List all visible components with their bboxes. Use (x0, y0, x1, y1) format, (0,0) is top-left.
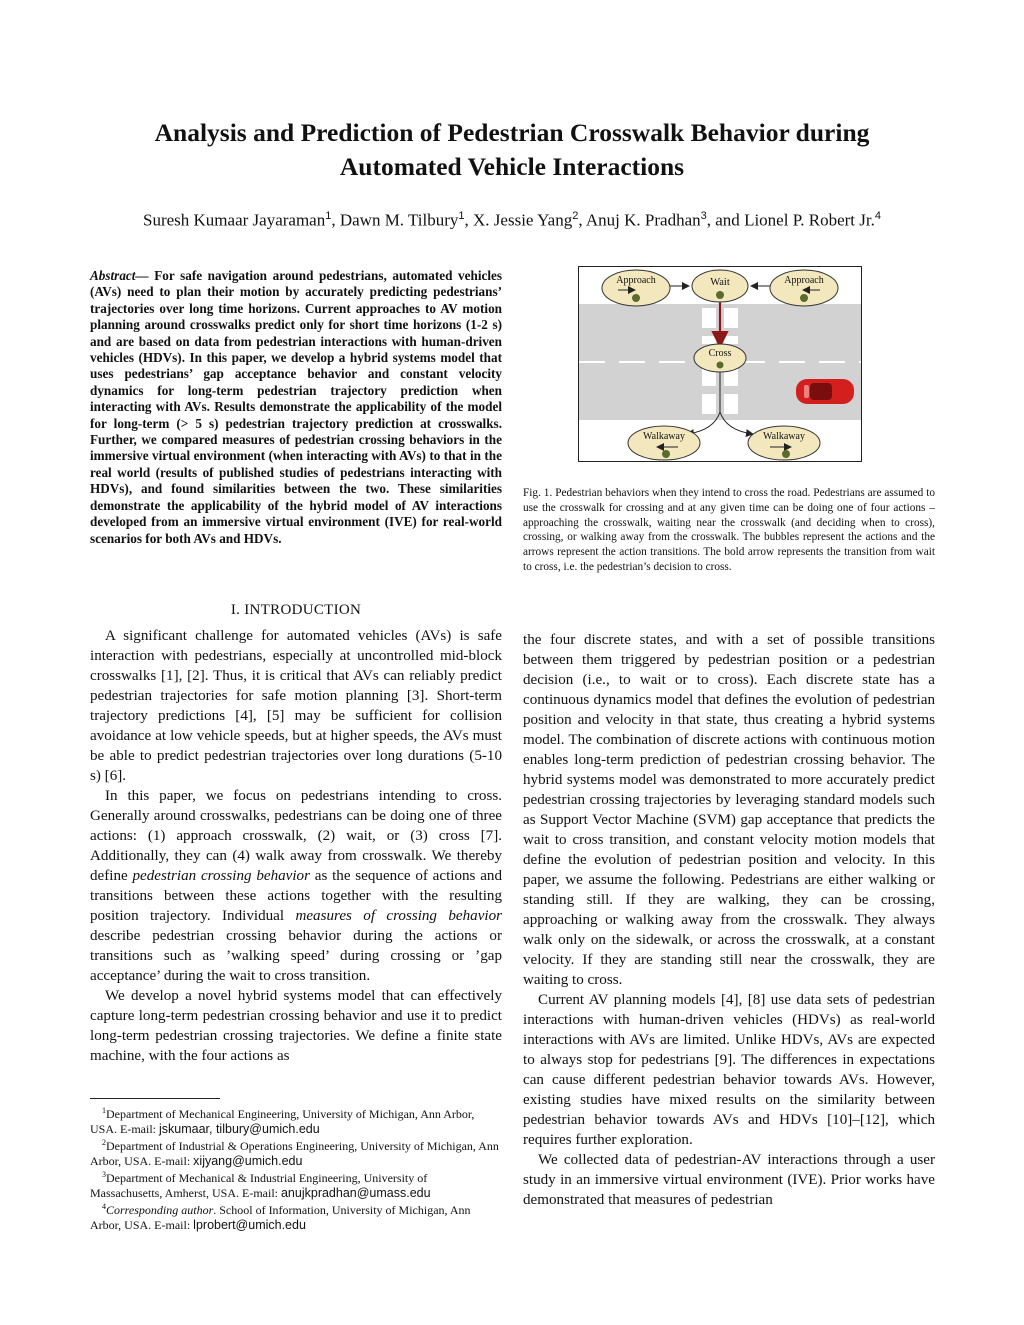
pedestrian-icon (717, 362, 724, 369)
footnote (90, 1136, 502, 1168)
footnote-marker: 3 (102, 1170, 106, 1179)
pedestrian-icon (662, 450, 670, 458)
author-name: Anuj K. Pradhan (585, 210, 701, 230)
column-right (523, 630, 935, 1210)
state-label-cross: Cross (708, 348, 732, 359)
footnote-email: lprobert@umich.edu (193, 1217, 306, 1232)
author-affiliation-marker: 1 (325, 210, 332, 222)
pedestrian-icon (632, 294, 640, 302)
footnote (90, 1200, 502, 1232)
footnote-marker: 2 (102, 1138, 106, 1147)
paper-title: Analysis and Prediction of Pedestrian Crosswalk Behavior during Automated Vehicle Interactions (154, 118, 870, 181)
bubble-approach-right (770, 270, 838, 306)
footnote (90, 1104, 502, 1136)
term-measures-of-crossing-behavior: measures of crossing behavior (295, 908, 503, 924)
state-label-approach-right: Approach (784, 275, 824, 286)
pedestrian-icon (800, 294, 808, 302)
intro-p2-text-c: describe pedestrian crossing behavior during the actions or transitions such as ’walking speed’ during crossing or ’gap acceptance’ during the wait to cross transition. (90, 928, 502, 984)
intro-paragraph-1: A significant challenge for automated vehicles (AVs) is safe interaction with pedestrians, especially at uncontrolled mid-block crosswalks [1], [2]. Thus, it is critical that AVs can reliably predict pedestrian trajectories for safe motion planning [3]. Short-term trajectory predictions [4], [5] may be sufficient for collision avoidance at low vehicle speeds, but at higher speeds, the AVs must be able to predict pedestrian trajectories over long durations (5-10 s) [6]. (90, 628, 502, 784)
footnote-text: Department of Mechanical & Industrial Engineering, University of Massachusetts, Amherst, USA. E-mail: (90, 1171, 428, 1200)
state-label-walkaway-right: Walkaway (763, 431, 805, 442)
footnote-text: Department of Industrial & Operations Engineering, University of Michigan, Ann Arbor, USA. E-mail: (90, 1139, 499, 1168)
abstract-label: Abstract— (90, 268, 149, 283)
figure-pedestrian-behaviors (578, 266, 862, 462)
footnote-text: . School of Information, University of Michigan, Ann Arbor, USA. E-mail: (90, 1203, 471, 1232)
state-label-wait: Wait (710, 277, 730, 288)
term-pedestrian-crossing-behavior: pedestrian crossing behavior (132, 868, 310, 884)
state-label-walkaway-left: Walkaway (643, 431, 685, 442)
footnote-rule (90, 1098, 220, 1099)
footnote-email: xijyang@umich.edu (193, 1153, 303, 1168)
state-label-approach-left: Approach (616, 275, 656, 286)
figure-caption: Fig. 1. Pedestrian behaviors when they intend to cross the road. Pedestrians are assumed to use the crosswalk for crossing and at any given time can be doing one of four actions – approaching the crosswalk, waiting near the crosswalk (and deciding when to cross), crossing, or walking away from the crosswalk. The bubbles represent the actions and the arrows represent the action transitions. The bold arrow represents the transition from wait to cross, i.e. the pedestrian’s decision to cross. (523, 487, 935, 573)
pedestrian-icon (716, 291, 724, 299)
bubble-walkaway-right (748, 426, 820, 460)
footnotes (90, 1104, 502, 1232)
section-number: I. (230, 602, 241, 618)
bubble-walkaway-left (628, 426, 700, 460)
intro-paragraph-4: Current AV planning models [4], [8] use data sets of pedestrian interactions with human-driven vehicles (HDVs) as real-world interactions with AVs are limited. Unlike HDVs, AVs are expected to always stop for pedestrians [9]. The differences in expectations can cause different pedestrian behavior towards AVs. However, existing studies have mixed results on the similarity between pedestrian behavior towards AVs and HDVs [10]–[12], which requires further exploration. (523, 992, 935, 1148)
footnote-marker: 1 (102, 1106, 106, 1115)
intro-p2-text-a: In this paper, we focus on pedestrians intending to cross. Generally around crosswalks, pedestrians can be doing one of three actions: (1) approach crosswalk, (2) wait, or (3) cross [7]. Additionally, they can (4) walk away from crosswalk. We thereby define (90, 788, 502, 884)
author-affiliation-marker: 1 (458, 210, 465, 222)
footnote-email: anujkpradhan@umass.edu (280, 1185, 431, 1200)
footnote-italic: Corresponding author (106, 1203, 214, 1217)
author-name: Suresh Kumaar Jayaraman (143, 210, 326, 230)
bubble-approach-left (602, 270, 670, 306)
footnote (90, 1168, 502, 1200)
author-affiliation-marker: 2 (572, 210, 579, 222)
pedestrian-icon (782, 450, 790, 458)
footnote-marker: 4 (102, 1202, 106, 1211)
section-title: INTRODUCTION (244, 602, 362, 618)
intro-p2-text-b: as the sequence of actions and transitions between these actions together with the resulting position trajectory. Individual (90, 868, 502, 924)
column-left (90, 626, 502, 1066)
intro-paragraph-2 (90, 786, 502, 986)
author-affiliation-marker: 3 (700, 210, 707, 222)
car-icon (796, 379, 854, 404)
abstract (90, 268, 502, 547)
footnote-text: Department of Mechanical Engineering, University of Michigan, Ann Arbor, USA. E-mail: (90, 1107, 475, 1136)
bubble-cross (694, 344, 746, 372)
author-name: Dawn M. Tilbury (339, 210, 459, 230)
intro-paragraph-5: We collected data of pedestrian-AV interactions through a user study in an immersive virtual environment (IVE). Prior works have demonstrated that measures of pedestrian (523, 1152, 935, 1208)
intro-paragraph-3: We develop a novel hybrid systems model that can effectively capture long-term pedestrian crossing behavior and use it to predict long-term pedestrian crossing trajectories. We define a finite state machine, with the four actions as (90, 988, 502, 1064)
author-name: Lionel P. Robert Jr. (744, 210, 875, 230)
author-affiliation-marker: 4 (874, 210, 881, 222)
footnote-email: jskumaar, tilbury@umich.edu (159, 1121, 320, 1136)
section-heading-introduction (90, 602, 502, 619)
bubble-wait (692, 270, 748, 302)
abstract-text: For safe navigation around pedestrians, automated vehicles (AVs) need to plan their motion by accurately predicting pedestrians’ trajectories over long time horizons. Current approaches to AV motion planning around crosswalks predict only for short time horizons (1-2 s) and are based on data from pedestrian interactions with human-driven vehicles (HDVs). In this paper, we develop a hybrid systems model that uses pedestrians’ gap acceptance behavior and constant velocity dynamics for long-term pedestrian trajectory prediction when interacting with AVs. Results demonstrate the applicability of the model for long-term (> 5 s) pedestrian trajectory prediction at crosswalks. Further, we compared measures of pedestrian crossing behaviors in the immersive virtual environment (when interacting with AVs) to that in the real world (results of published studies of pedestrians interacting with HDVs), and found similarities between the two. These similarities demonstrate the applicability of the hybrid model of AV interactions developed from an immersive virtual environment (IVE) for real-world scenarios for both AVs and HDVs. (90, 268, 502, 546)
author-list: Suresh Kumaar Jayaraman$^1$, Dawn M. Tilbury$^1$, X. Jessie Yang$^2$, Anuj K. Pradhan$^3$, and Lionel P. Robert Jr.$^4$ (143, 210, 881, 230)
author-name: X. Jessie Yang (473, 210, 573, 230)
intro-paragraph-continued: the four discrete states, and with a set of possible transitions between them triggered by pedestrian position or a pedestrian decision (i.e., to wait or to cross). Each discrete state has a continuous dynamics model that defines the evolution of pedestrian position and velocity in that state, thus creating a hybrid systems model. The combination of discrete actions with continuous motion enables long-term prediction of pedestrian crossing behavior. The hybrid systems model was demonstrated to more accurately predict pedestrian crossing trajectories by leveraging standard models such as Support Vector Machine (SVM) gap acceptance that predicts the wait to cross transition, and constant velocity motion models that define the evolution of pedestrian position and velocity. In this paper, we assume the following. Pedestrians are either walking or standing still. If they are walking, they can be crossing, approaching or walking away from the crosswalk. They always walk only on the sidewalk, or across the crosswalk, at a constant velocity. If they are standing still near the crosswalk, they are waiting to cross. (523, 632, 935, 988)
